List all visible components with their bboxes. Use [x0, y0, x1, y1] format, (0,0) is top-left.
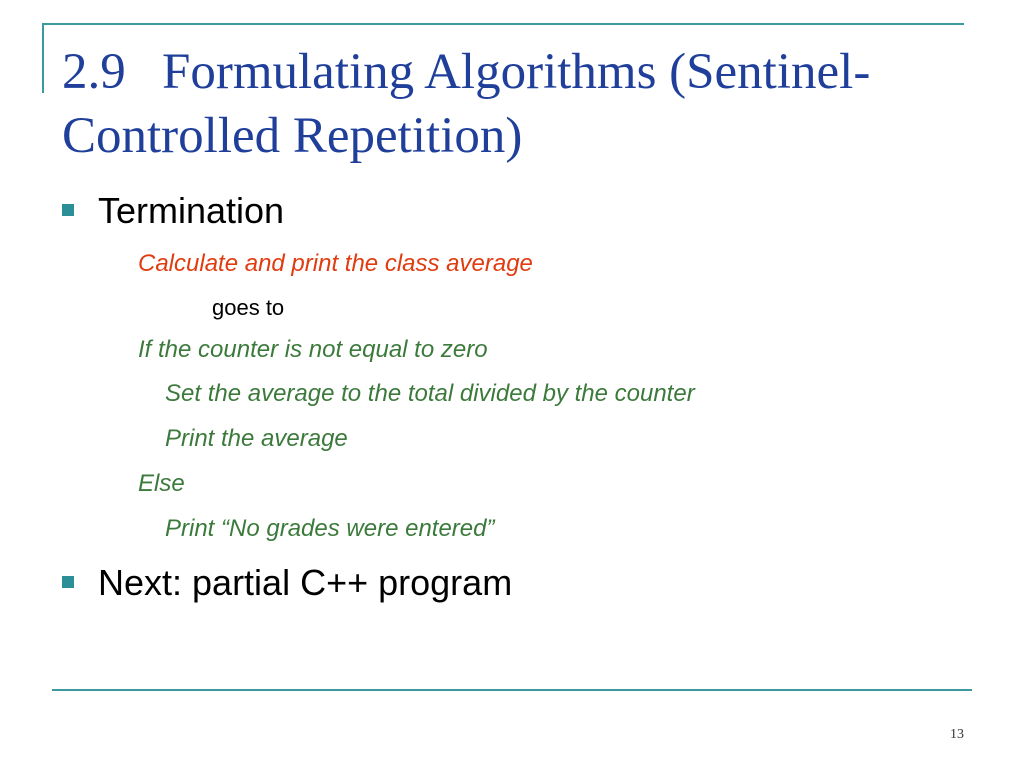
slide-title — [62, 40, 1002, 168]
page-number: 13 — [950, 727, 964, 742]
pseudocode-red-line: Calculate and print the class average — [138, 250, 533, 277]
pseudocode-line: Print the average — [165, 425, 348, 452]
bullet-next — [62, 562, 512, 604]
square-bullet-icon — [62, 204, 74, 216]
bullet-label: Next: partial C++ program — [98, 562, 513, 603]
frame-bottom-line — [52, 689, 972, 691]
frame-left-line — [42, 23, 44, 93]
goes-to-text: goes to — [212, 295, 285, 320]
square-bullet-icon — [62, 576, 74, 588]
bullet-termination — [62, 190, 284, 232]
pseudocode-line: Set the average to the total divided by the counter — [165, 380, 695, 407]
pseudocode-line: If the counter is not equal to zero — [138, 336, 488, 363]
pseudocode-line: Else — [138, 470, 185, 497]
bullet-label: Termination — [98, 190, 285, 231]
pseudocode-line: Print “No grades were entered” — [165, 515, 495, 542]
title-text: Formulating Algorithms (Sentinel-Controlled Repetition) — [62, 44, 871, 164]
title-number: 2.9 — [62, 44, 126, 100]
frame-top-line — [42, 23, 964, 25]
